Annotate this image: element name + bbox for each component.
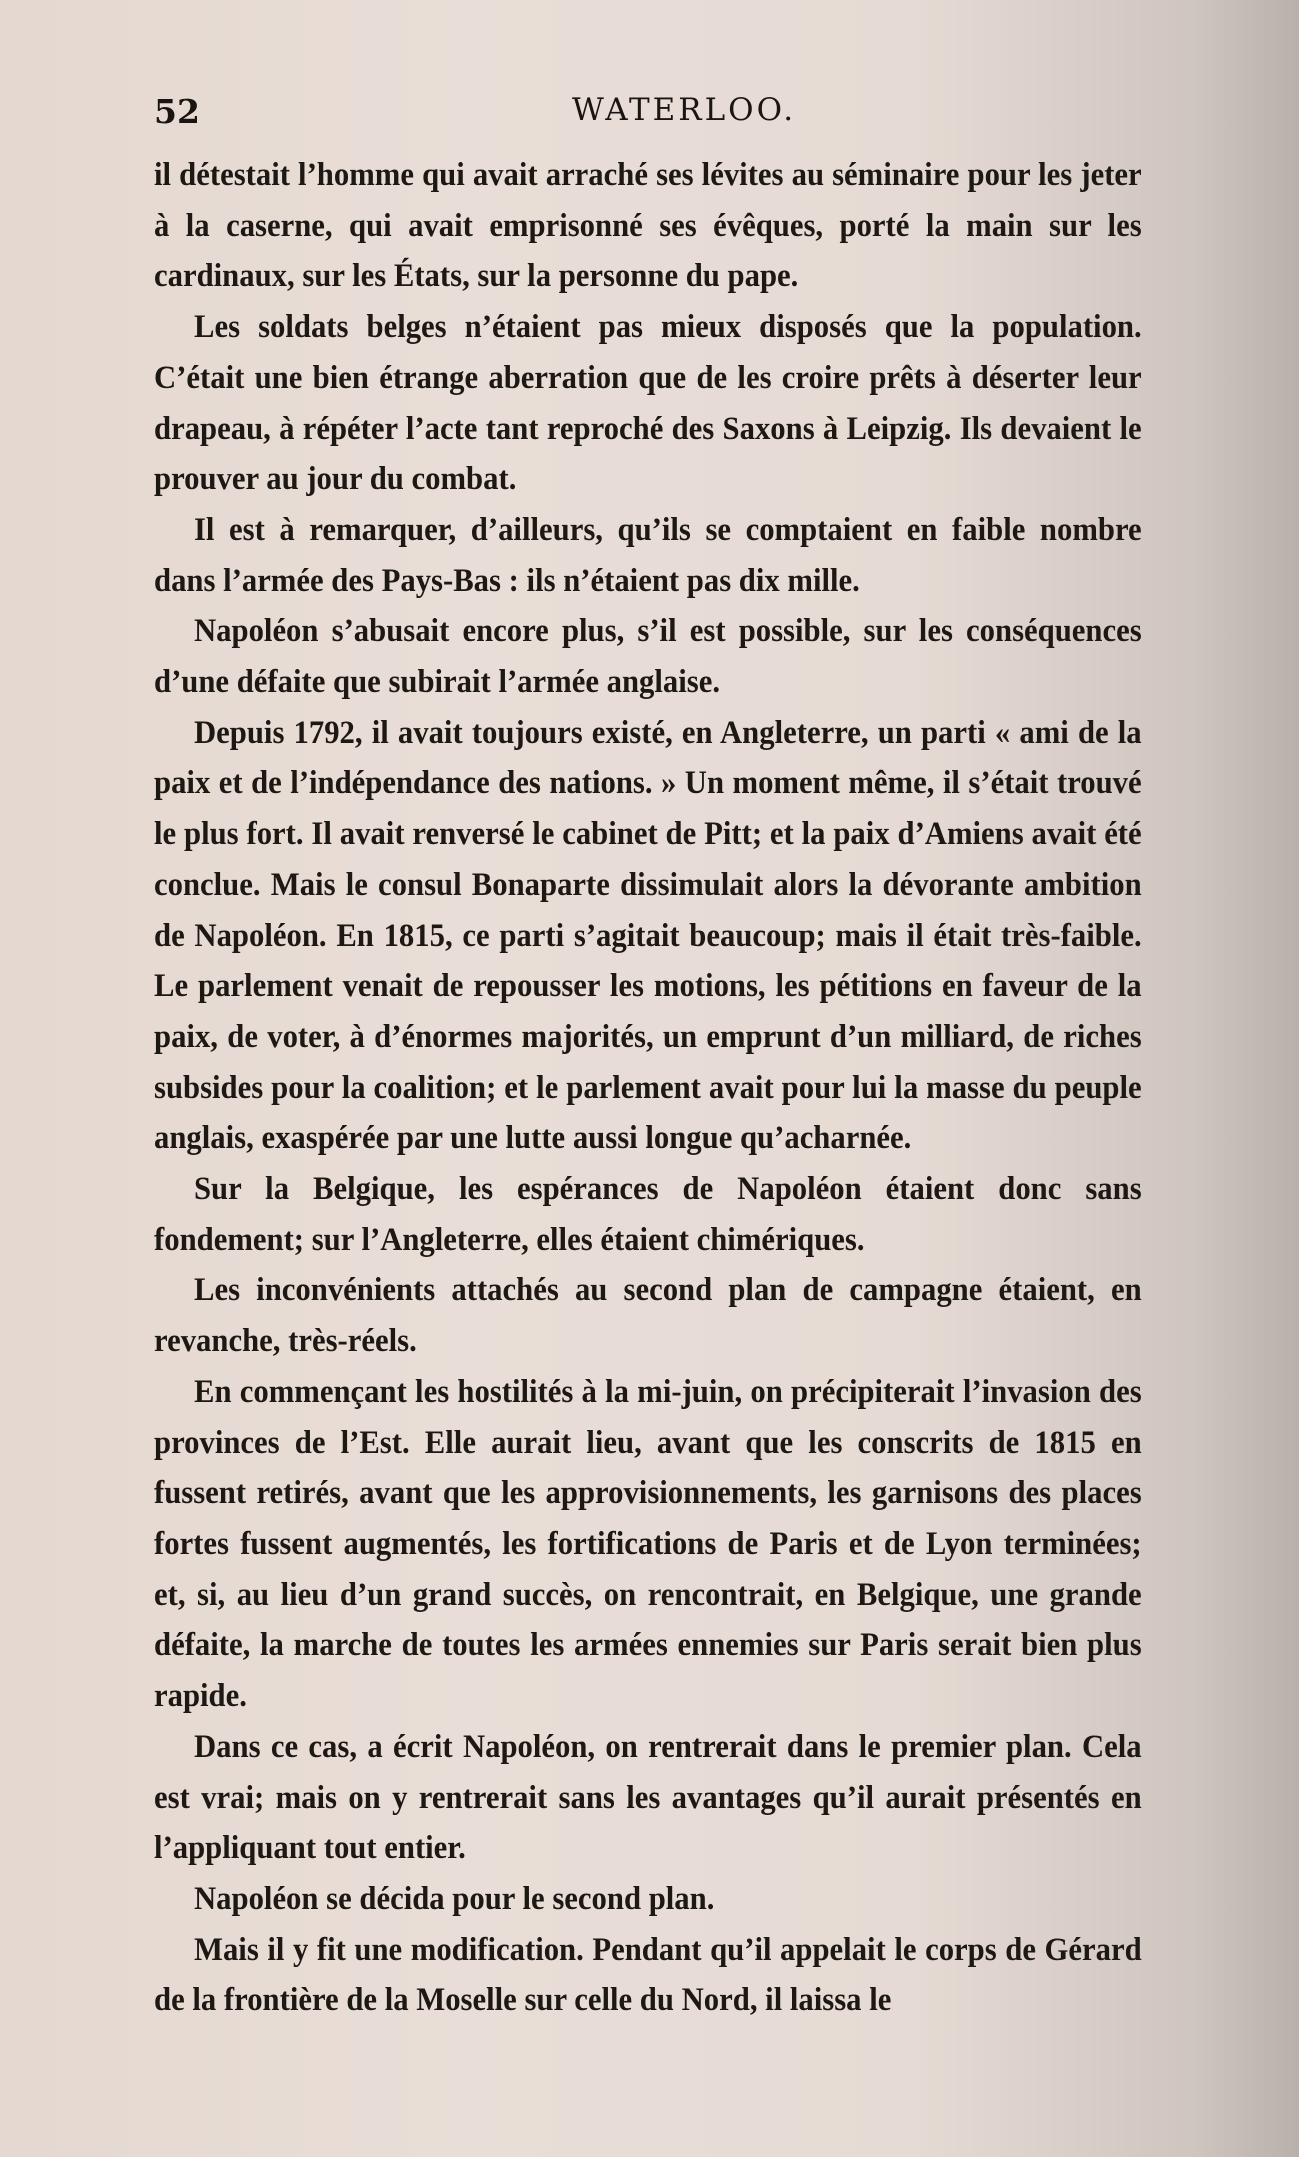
paragraph: En commençant les hostilités à la mi-juin, on précipiterait l’invasion des provinces de l’Est. Elle aurait lieu, avant que les conscrits de 1815 en fussent retirés, avant que les approvisionnements, les garnisons des places fortes fussent augmentés, les fortifications de Paris et de Lyon terminées; et, si, au lieu d’un grand succès, on rencontrait, en Belgique, une grande défaite, la marche de toutes les armées ennemies sur Paris serait bien plus rapide.: [154, 1373, 1142, 1715]
page-number: 52: [154, 92, 200, 131]
paragraph: Les soldats belges n’étaient pas mieux disposés que la population. C’était une bien étrange aberration que de les croire prêts à déserter leur drapeau, à répéter l’acte tant reproché des Saxons à Leipzig. Ils devaient le prouver au jour du combat.: [154, 309, 1142, 498]
paragraph: Napoléon se décida pour le second plan.: [193, 1880, 715, 1917]
body-text: [154, 150, 1142, 2026]
page-header: [154, 92, 1214, 142]
paragraph: il détestait l’homme qui avait arraché ses lévites au séminaire pour les jeter à la caserne, qui avait emprisonné ses évêques, porté la main sur les cardinaux, sur les États, sur la personne du pape.: [154, 157, 1142, 295]
running-title: WATERLOO.: [571, 92, 797, 128]
paragraph: Depuis 1792, il avait toujours existé, en Angleterre, un parti « ami de la paix et de l’indépendance des nations. » Un moment même, il s’était trouvé le plus fort. Il avait renversé le cabinet de Pitt; et la paix d’Amiens avait été conclue. Mais le consul Bonaparte dissimulait alors la dévorante ambition de Napoléon. En 1815, ce parti s’agitait beaucoup; mais il était très-faible. Le parlement venait de repousser les motions, les pétitions en faveur de la paix, de voter, à d’énormes majorités, un emprunt d’un milliard, de riches subsides pour la coalition; et le parlement avait pour lui la masse du peuple anglais, exaspérée par une lutte aussi longue qu’acharnée.: [154, 714, 1142, 1157]
paragraph: Les inconvénients attachés au second plan de campagne étaient, en revanche, très-réels.: [154, 1272, 1142, 1360]
paragraph: Napoléon s’abusait encore plus, s’il est possible, sur les conséquences d’une défaite que subirait l’armée anglaise.: [154, 613, 1142, 701]
paragraph: Sur la Belgique, les espérances de Napoléon étaient donc sans fondement; sur l’Angleterre, elles étaient chimériques.: [154, 1171, 1142, 1258]
paragraph: Il est à remarquer, d’ailleurs, qu’ils se comptaient en faible nombre dans l’armée des Pays-Bas : ils n’étaient pas dix mille.: [154, 511, 1142, 599]
paragraph: Mais il y fit une modification. Pendant qu’il appelait le corps de Gérard de la frontière de la Moselle sur celle du Nord, il laissa le: [154, 1931, 1142, 2019]
paragraph: Dans ce cas, a écrit Napoléon, on rentrerait dans le premier plan. Cela est vrai; mais on y rentrerait sans les avantages qu’il aurait présentés en l’appliquant tout entier.: [154, 1728, 1142, 1867]
